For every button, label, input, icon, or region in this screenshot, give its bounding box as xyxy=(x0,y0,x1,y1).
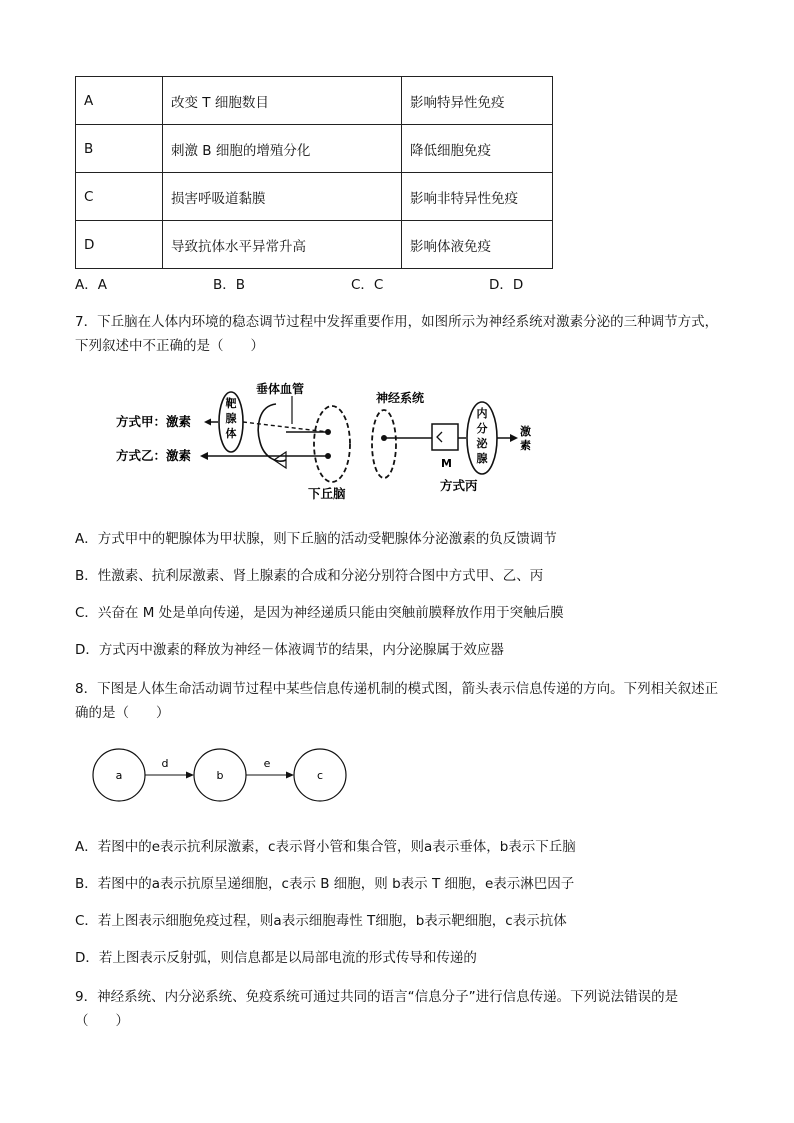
row-letter: B xyxy=(76,125,163,173)
q7-option-a[interactable]: A．方式甲中的靶腺体为甲状腺，则下丘脑的活动受靶腺体分泌激素的负反馈调节 xyxy=(75,531,557,547)
row-letter: D xyxy=(76,221,163,269)
row-action: 改变 T 细胞数目 xyxy=(163,77,402,125)
synapse-m-box xyxy=(432,424,458,450)
row-effect: 影响体液免疫 xyxy=(402,221,553,269)
q8-option-c[interactable]: C．若上图表示细胞免疫过程，则a表示细胞毒性 T细胞，b表示靶细胞，c表示抗体 xyxy=(75,913,567,929)
q7-stem: 7．下丘脑在人体内环境的稳态调节过程中发挥重要作用，如图所示为神经系统对激素分泌的三种调节方式，下列叙述中不正确的是（ ） xyxy=(75,314,719,354)
row-letter: C xyxy=(76,173,163,221)
row-letter: A xyxy=(76,77,163,125)
arrow-e-label: e xyxy=(263,757,271,770)
node-b-label: b xyxy=(216,769,224,782)
choice-b[interactable]: B．B xyxy=(213,277,246,293)
q8-option-d[interactable]: D．若上图表示反射弧，则信息都是以局部电流的形式传导和传递的 xyxy=(75,950,477,966)
hypothalamus-label: 下丘脑 xyxy=(308,486,346,501)
mode-a-label: 方式甲：激素 xyxy=(116,414,192,429)
endocrine-char: 内 xyxy=(476,407,488,420)
arrow-d-label: d xyxy=(161,757,169,770)
row-effect: 影响特异性免疫 xyxy=(402,77,553,125)
q6-options-table xyxy=(75,76,553,269)
q7-option-b[interactable]: B．性激素、抗利尿激素、肾上腺素的合成和分泌分别符合图中方式甲、乙、丙 xyxy=(75,568,544,584)
q7-option-d[interactable]: D．方式丙中激素的释放为神经－体液调节的结果，内分泌腺属于效应器 xyxy=(75,642,504,658)
hypothalamus-ellipse xyxy=(314,406,350,482)
q8-option-b[interactable]: B．若图中的a表示抗原呈递细胞，c表示 B 细胞，则 b表示 T 细胞，e表示淋巴因子 xyxy=(75,876,575,892)
nervous-system-label: 神经系统 xyxy=(376,391,425,405)
pituitary-vessel-label: 垂体血管 xyxy=(256,382,305,396)
mode-b-label: 方式乙：激素 xyxy=(116,448,192,463)
endocrine-char: 分 xyxy=(476,422,488,435)
nervous-system-ellipse xyxy=(372,410,396,478)
target-gland-char: 腺 xyxy=(225,412,237,425)
q6-choices xyxy=(75,273,627,293)
row-action: 导致抗体水平异常升高 xyxy=(163,221,402,269)
row-effect: 影响非特异性免疫 xyxy=(402,173,553,221)
q7-option-c[interactable]: C．兴奋在 M 处是单向传递，是因为神经递质只能由突触前膜释放作用于突触后膜 xyxy=(75,605,564,621)
choice-a[interactable]: A．A xyxy=(75,277,107,293)
target-gland-char: 体 xyxy=(225,427,237,440)
node-a-label: a xyxy=(115,769,123,782)
q7-regulation-diagram xyxy=(110,380,540,505)
table-row xyxy=(76,125,553,173)
row-effect: 降低细胞免疫 xyxy=(402,125,553,173)
row-action: 损害呼吸道黏膜 xyxy=(163,173,402,221)
hormone-char: 素 xyxy=(520,439,531,452)
synapse-m-label: M xyxy=(441,457,452,470)
q8-option-a[interactable]: A．若图中的e表示抗利尿激素，c表示肾小管和集合管，则a表示垂体，b表示下丘脑 xyxy=(75,839,576,855)
node-c-label: c xyxy=(316,769,324,782)
choice-c[interactable]: C．C xyxy=(351,277,384,293)
q8-signal-diagram xyxy=(85,745,355,809)
table-row xyxy=(76,221,553,269)
hormone-char: 激 xyxy=(520,425,531,438)
q8-stem: 8．下图是人体生命活动调节过程中某些信息传递机制的模式图，箭头表示信息传递的方向。下列相关叙述正确的是（ ） xyxy=(75,681,719,721)
choice-d[interactable]: D．D xyxy=(489,277,524,293)
row-action: 刺激 B 细胞的增殖分化 xyxy=(163,125,402,173)
table-row xyxy=(76,77,553,125)
table-row xyxy=(76,173,553,221)
endocrine-char: 泌 xyxy=(476,437,488,450)
target-gland-char: 靶 xyxy=(225,397,237,410)
q9-stem: 9．神经系统、内分泌系统、免疫系统可通过共同的语言“信息分子”进行信息传递。下列说法错误的是（ ） xyxy=(75,989,679,1029)
endocrine-char: 腺 xyxy=(476,452,488,465)
mode-c-label: 方式丙 xyxy=(440,478,478,493)
